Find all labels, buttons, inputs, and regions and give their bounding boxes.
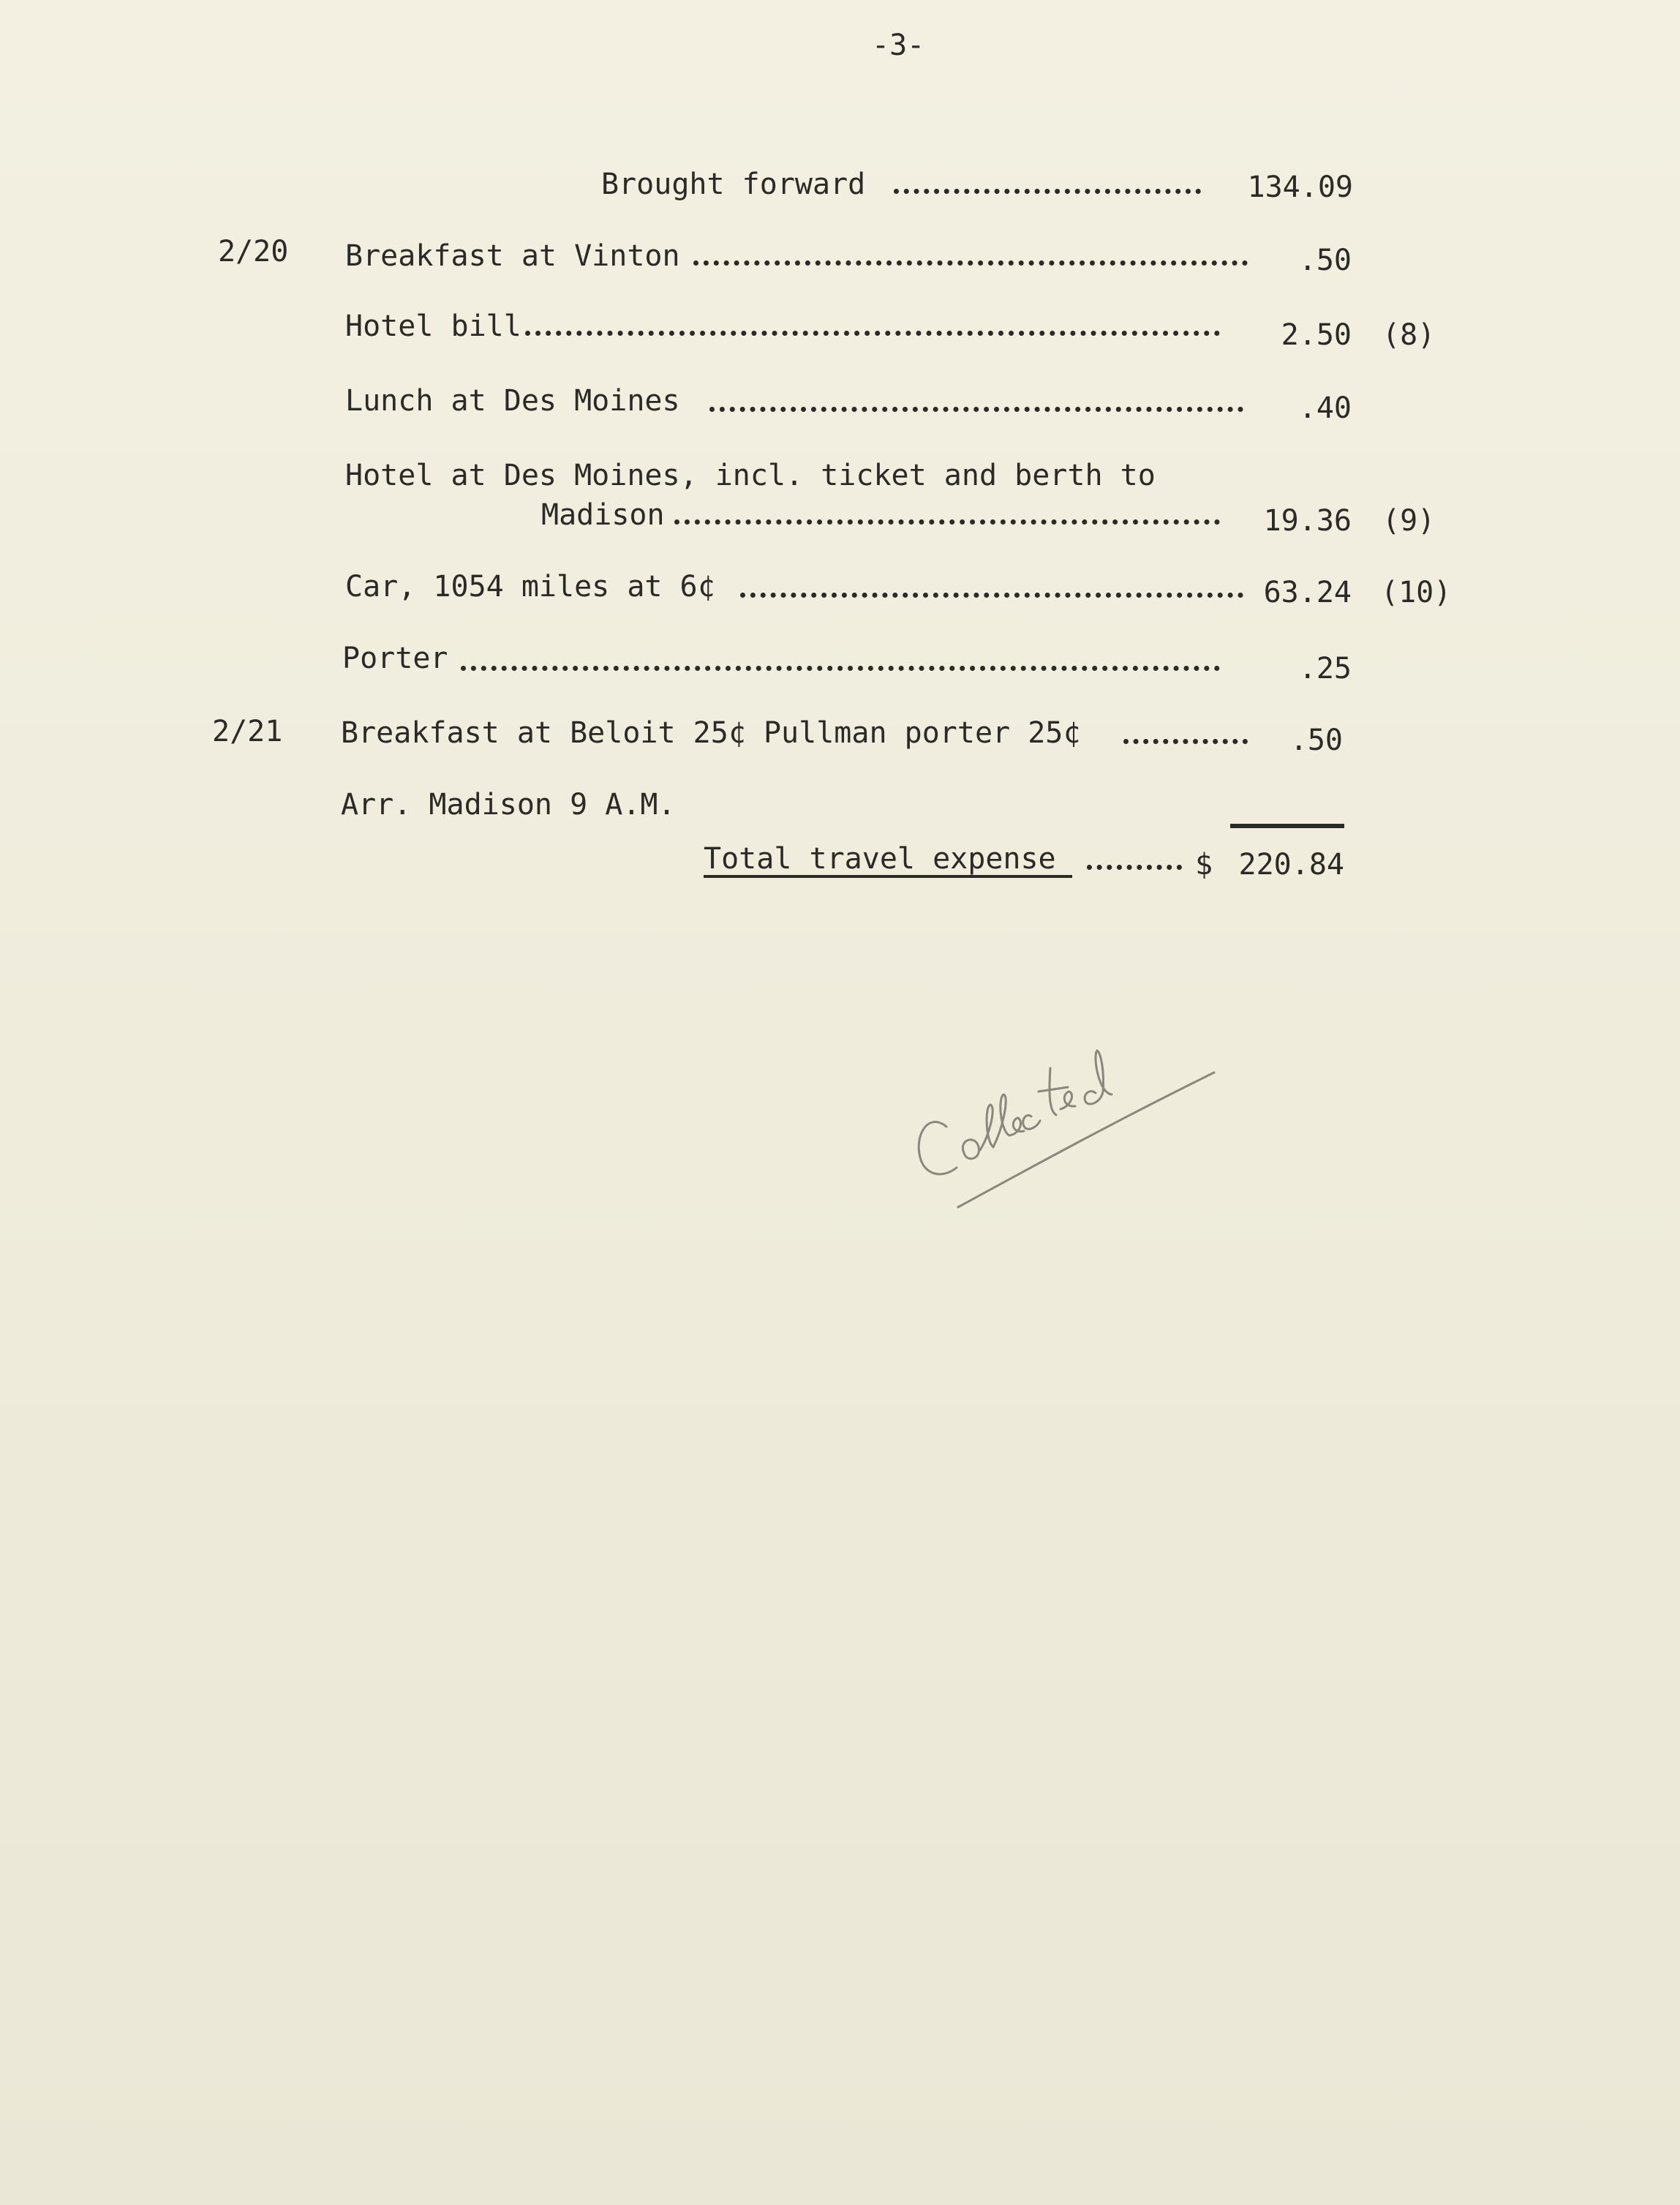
entry-description: Breakfast at Beloit 25¢ Pullman porter 25¢ [341,716,1081,750]
entry-amount: 63.24 [1263,576,1352,609]
entry-description: Porter [342,642,448,675]
entry-date: 2/20 [218,235,289,268]
entry-amount: .50 [1289,724,1343,757]
total-rule [1230,824,1344,828]
entry-amount: .25 [1298,652,1352,685]
entry-amount: .50 [1298,244,1352,277]
entry-description: Breakfast at Vinton [345,239,680,273]
brought-forward-label: Brought forward [601,168,866,201]
leader-dots [740,593,1243,598]
leader-dots [894,189,1201,194]
entry-description: Hotel bill [345,309,521,343]
total-label: Total travel expense [704,842,1056,876]
entry-reference: (8) [1382,318,1436,352]
entry-amount: .40 [1298,391,1352,425]
total-label-underline [704,875,1072,878]
entry-description: Hotel at Des Moines, incl. ticket and berth to [345,459,1156,492]
leader-dots [1087,865,1182,870]
leader-dots [461,666,1220,671]
leader-dots [525,331,1220,336]
entry-description: Arr. Madison 9 A.M. [341,788,676,822]
total-dollar-sign: $ [1195,848,1213,882]
page-number: -3- [872,29,925,62]
entry-amount: 19.36 [1263,504,1352,538]
total-amount: 220.84 [1238,848,1344,882]
entry-reference: (10) [1381,576,1452,609]
entry-description: Car, 1054 miles at 6¢ [345,570,715,604]
collected-pencil-note [900,1024,1221,1222]
entry-amount: 2.50 [1281,318,1352,352]
leader-dots [674,519,1220,525]
leader-dots [709,407,1243,412]
entry-date: 2/21 [212,715,283,748]
entry-reference: (9) [1382,504,1436,538]
leader-dots [693,260,1248,266]
brought-forward-amount: 134.09 [1247,170,1353,204]
entry-description-continued: Madison [541,498,665,532]
entry-description: Lunch at Des Moines [345,384,680,418]
